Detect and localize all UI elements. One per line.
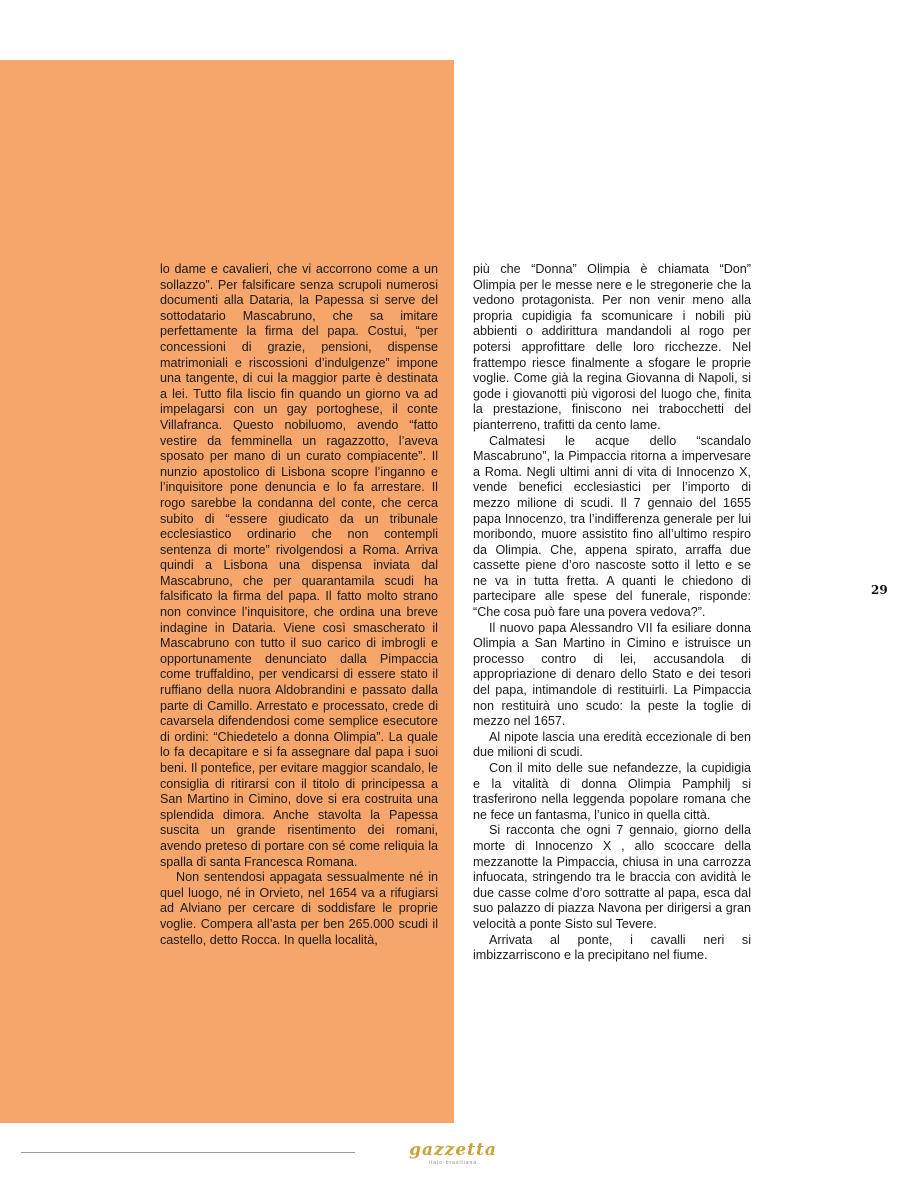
right-paragraph-6: Si racconta che ogni 7 gennaio, giorno della morte di Innocenzo X , allo scoccare della mezzanotte la Pimpaccia, chiusa in una carrozza infuocata, stringendo tra le braccia con avidità le due casse colme d’oro sottratte al papa, esca dal suo palazzo di piazza Navona per dirigersi a gran velocità a ponte Sisto sul Tevere. bbox=[473, 823, 751, 931]
logo-wordmark: gazzetta bbox=[409, 1140, 497, 1160]
logo-subtitle: italo-brasiliana bbox=[428, 1160, 478, 1166]
left-paragraph-2: Non sentendosi appagata sessualmente né in quel luogo, né in Orvieto, nel 1654 va a rifugiarsi ad Alviano per cercare di soddisfare le proprie voglie. Compera all’asta per ben 265.000 scudi il castello, detto Rocca. In quella località, bbox=[160, 870, 438, 947]
right-paragraph-3: Il nuovo papa Alessandro VII fa esiliare donna Olimpia a San Martino in Cimino e istruisce un processo contro di lei, accusandola di appropriazione di denaro dello Stato e dei tesori del papa, intimandole di restituirli. La Pimpaccia non restituirà uno scudo: la peste la toglie di mezzo nel 1657. bbox=[473, 620, 751, 729]
left-paragraph-1: lo dame e cavalieri, che vi accorrono come a un sollazzo”. Per falsificare senza scrupoli numerosi documenti alla Dataria, la Papessa si serve del sottodatario Mascabruno, che sa imitare perfettamente la firma del papa. Costui, “per concessioni di grazie, pensioni, dispense matrimoniali e riscossioni d’indulgenze” impone una tangente, di cui la maggior parte è destinata a lei. Tutto fila liscio fin quando un giorno va ad impelagarsi con un gay portoghese, il conte Villafranca. Questo nobiluomo, avendo “fatto vestire da femminella un ragazzotto, l’aveva sposato per mano di un curato compiacente”. Il nunzio apostolico di Lisbona scopre l’inganno e l’inquisitore pone denuncia e lo fa arrestare. Il rogo sarebbe la condanna del conte, che cerca subito di “essere giudicato da un tribunale ecclesiastico ordinario che non contempli sentenza di morte” rivolgendosi a Roma. Arriva quindi a Lisbona una dispensa inviata dal Mascabruno, che per quarantamila scudi ha falsificato la firma del papa. Il fatto molto strano non convince l’inquisitore, che ordina una breve indagine in Dataria. Viene così smascherato il Mascabruno con tutto il suo carico di imbrogli e opportunamente denunciato dalla Pimpaccia come truffaldino, per vendicarsi di essere stato il ruffiano della nuora Aldobrandini e passato dalla parte di Camillo. Arrestato e processato, crede di cavarsela difendendosi come semplice esecutore di ordini: “Chiedetelo a donna Olimpia”. La quale lo fa decapitare e si fa assegnare dal papa i suoi beni. Il pontefice, per evitare maggior scandalo, le consiglia di ritirarsi con il titolo di principessa a San Martino in Cimino, dove si era costruita una splendida dimora. Anche stavolta la Papessa suscita un grande risentimento dei romani, avendo preteso di portare con sé come reliquia la spalla di santa Francesca Romana. bbox=[160, 262, 438, 869]
magazine-logo bbox=[397, 1140, 509, 1170]
right-paragraph-2: Calmatesi le acque dello “scandalo Mascabruno”, la Pimpaccia ritorna a impervesare a Roma. Negli ultimi anni di vita di Innocenzo X, vende benefici ecclesiastici per l’importo di mezzo milione di scudi. Il 7 gennaio del 1655 papa Innocenzo, tra l’indifferenza generale per lui moribondo, muore assistito fino all’ultimo respiro da Olimpia. Che, appena spirato, arraffa due cassette piene d’oro nascoste sotto il letto e se ne va in tutta fretta. A quanti le chiedono di partecipare alle spese del funerale, risponde: “Che cosa può fare una povera vedova?”. bbox=[473, 433, 751, 620]
right-paragraph-1: più che “Donna” Olimpia è chiamata “Don” Olimpia per le messe nere e le stregonerie che la vedono protagonista. Per non venir meno alla propria cupidigia fa scomunicare i nobili più abbienti o addirittura mandandoli al rogo per potersi approfittare delle loro ricchezze. Nel frattempo riesce finalmente a sfogare le proprie voglie. Come già la regina Giovanna di Napoli, si gode i giovanotti più vigorosi del luogo che, finita la prestazione, finiscono nei trabocchetti del pianterreno, trafitti da cento lame. bbox=[473, 262, 751, 432]
article-column-right bbox=[473, 262, 751, 964]
footer-divider bbox=[21, 1152, 355, 1153]
page-number: 29 bbox=[871, 583, 888, 597]
right-paragraph-5: Con il mito delle sue nefandezze, la cupidigia e la vitalità di donna Olimpia Pamphilj si trasferirono nella leggenda popolare romana che ne fece un fantasma, l’unico in quella città. bbox=[473, 761, 751, 822]
right-paragraph-4: Al nipote lascia una eredità eccezionale di ben due milioni di scudi. bbox=[473, 729, 751, 760]
right-paragraph-7: Arrivata al ponte, i cavalli neri si imbizzarriscono e la precipitano nel fiume. bbox=[473, 932, 751, 963]
article-column-left bbox=[160, 262, 438, 948]
